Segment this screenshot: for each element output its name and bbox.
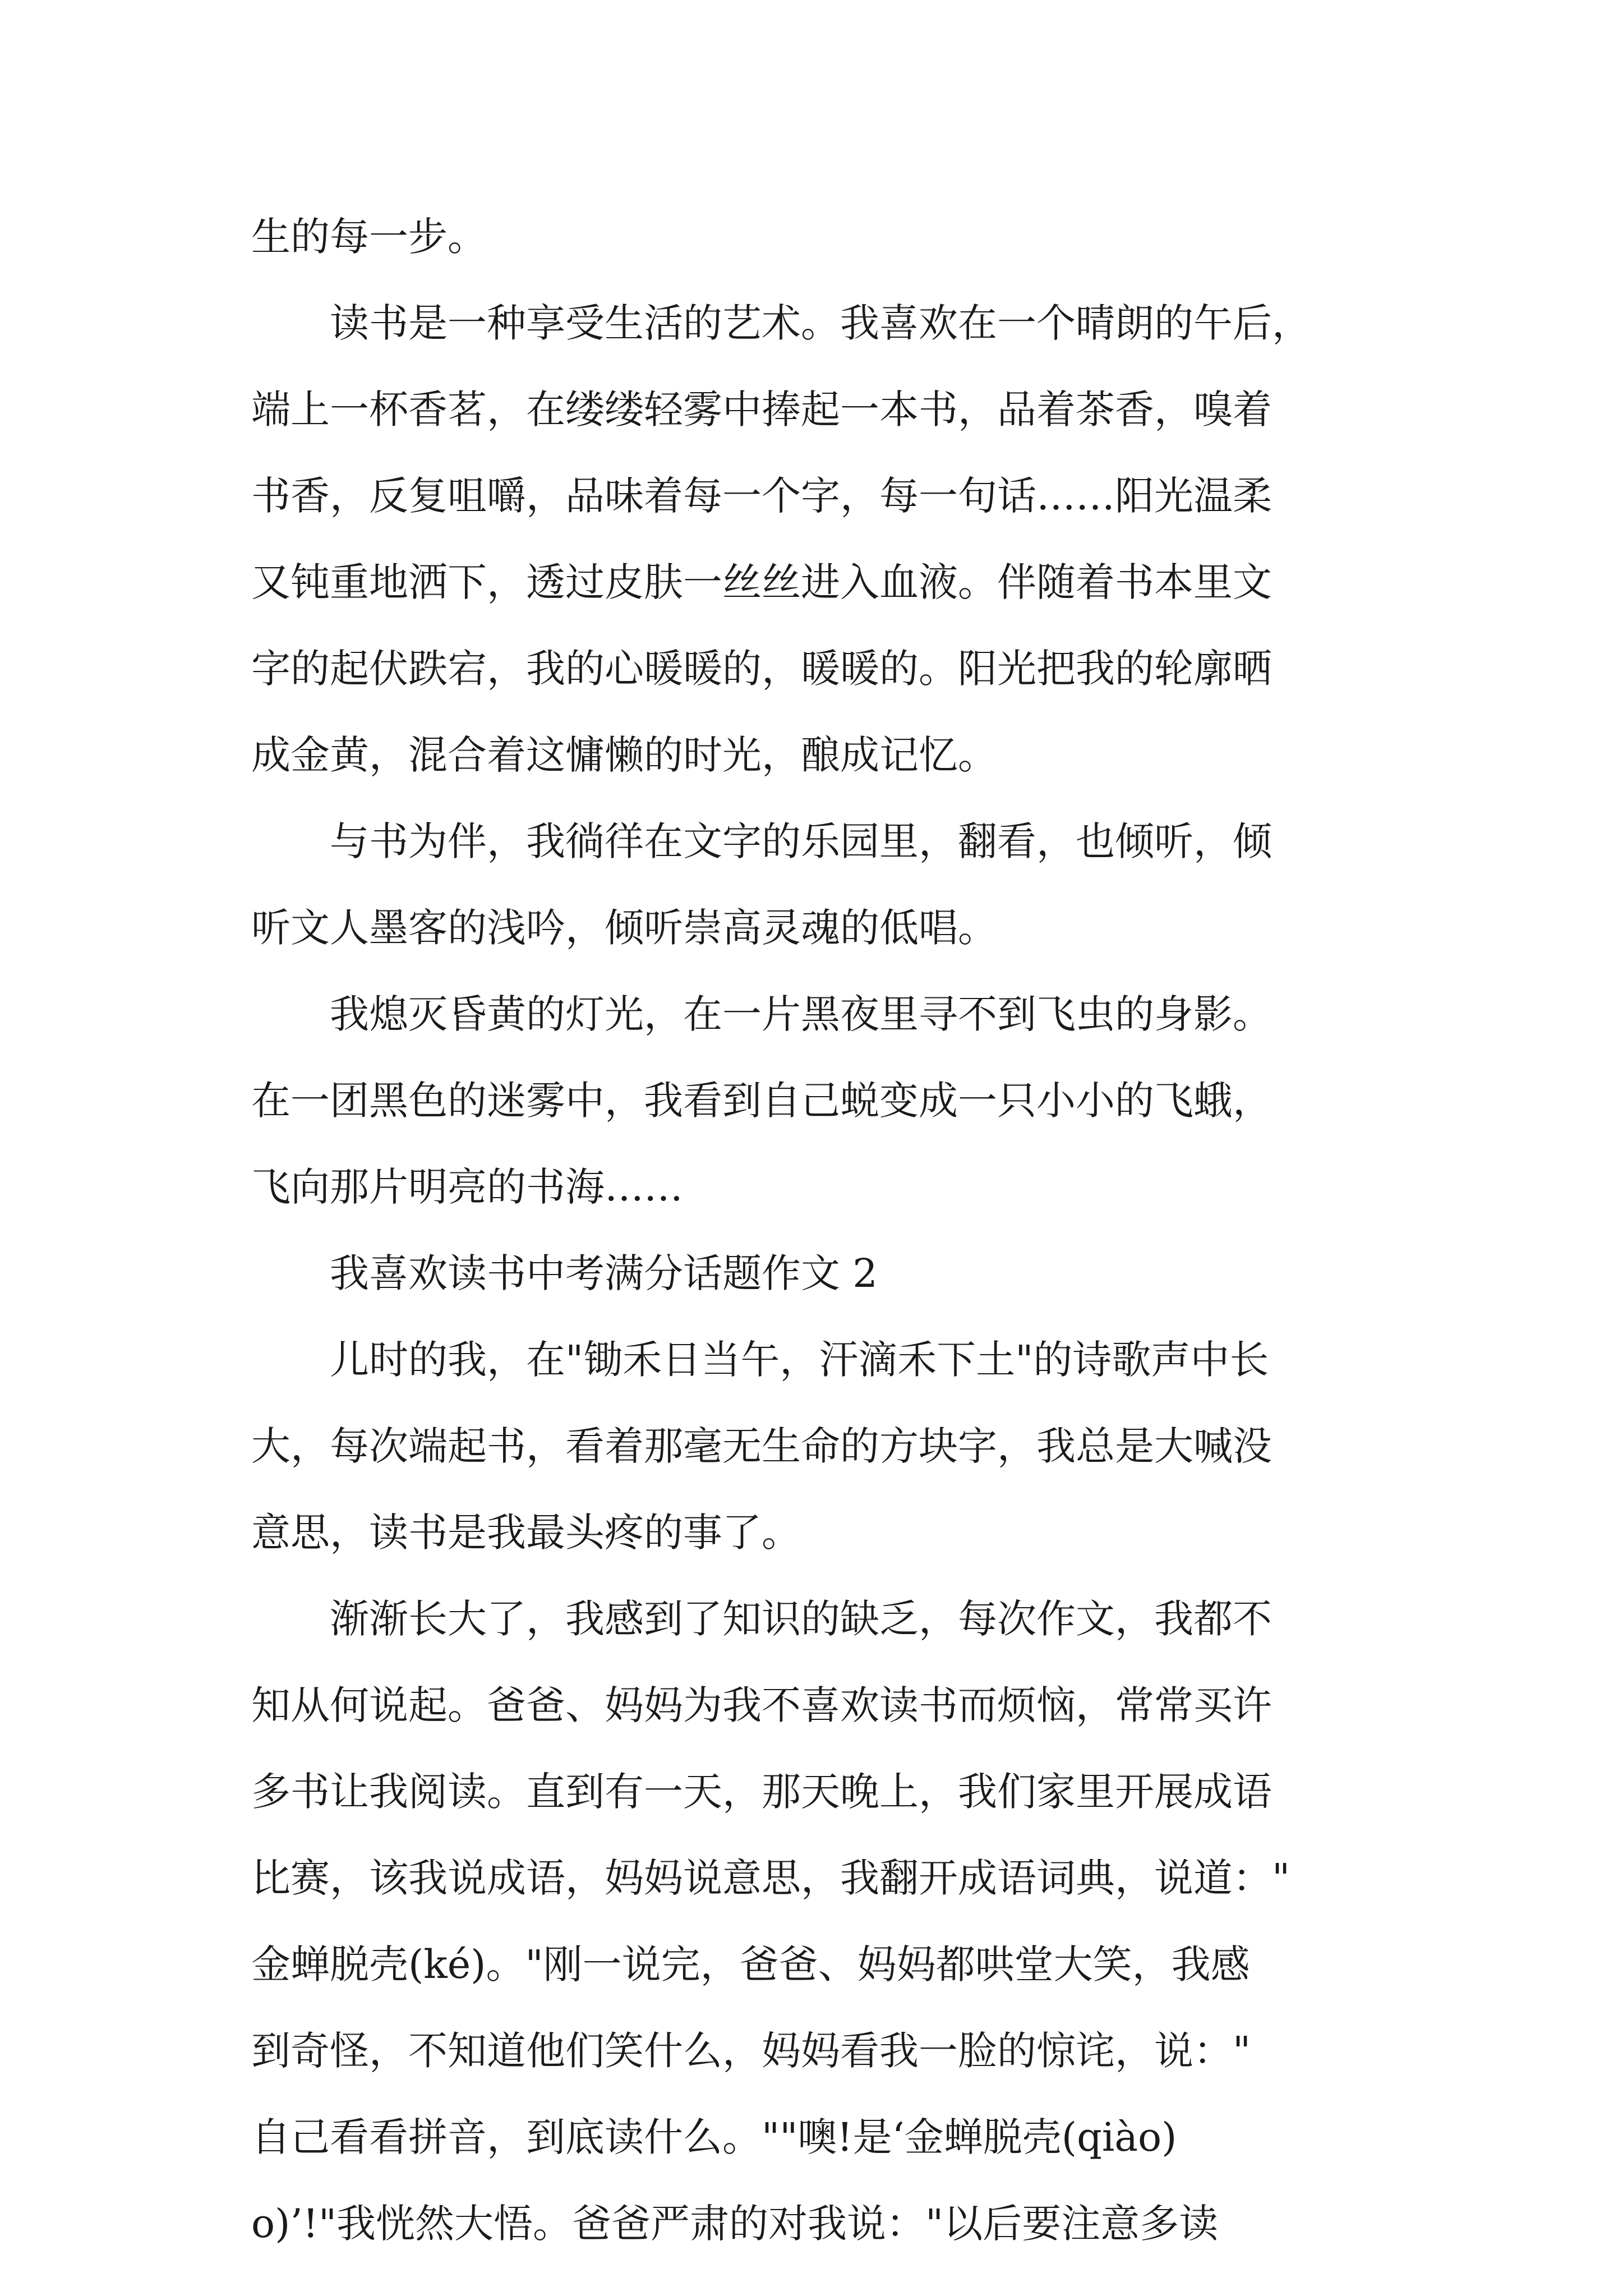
- text-line: 金蝉脱壳(ké)。"刚一说完，爸爸、妈妈都哄堂大笑，我感: [251, 1941, 1250, 1987]
- document-body: [251, 194, 1429, 2267]
- text-line: 我熄灭昏黄的灯光，在一片黑夜里寻不到飞虫的身影。: [251, 991, 1272, 1037]
- text-line: 飞向那片明亮的书海……: [251, 1164, 683, 1210]
- text-line: 与书为伴，我徜徉在文字的乐园里，翻看，也倾听，倾: [251, 818, 1272, 864]
- text-line: 端上一杯香茗，在缕缕轻雾中捧起一本书，品着茶香，嗅着: [251, 386, 1272, 432]
- text-line: 又钝重地洒下，透过皮肤一丝丝进入血液。伴随着书本里文: [251, 559, 1272, 605]
- text-line: 知从何说起。爸爸、妈妈为我不喜欢读书而烦恼，常常买许: [251, 1682, 1272, 1728]
- text-line: 自己看看拼音，到底读什么。""噢!是‘金蝉脱壳(qiào): [251, 2114, 1177, 2160]
- text-line: o)’!"我恍然大悟。爸爸严肃的对我说："以后要注意多读: [251, 2201, 1219, 2247]
- text-line: 生的每一步。: [251, 214, 487, 260]
- text-line: 字的起伏跌宕，我的心暖暖的，暖暖的。阳光把我的轮廓晒: [251, 646, 1272, 692]
- text-line: 书香，反复咀嚼，品味着每一个字，每一句话……阳光温柔: [251, 473, 1272, 519]
- text-line: 到奇怪，不知道他们笑什么，妈妈看我一脸的惊诧，说：": [251, 2028, 1251, 2074]
- text-line: 在一团黑色的迷雾中，我看到自己蜕变成一只小小的飞蛾，: [251, 1078, 1272, 1124]
- text-line: 成金黄，混合着这慵懒的时光，酿成记忆。: [251, 732, 997, 778]
- section-heading: 我喜欢读书中考满分话题作文 2: [251, 1250, 878, 1296]
- text-line: 大，每次端起书，看着那毫无生命的方块字，我总是大喊没: [251, 1423, 1272, 1469]
- text-line: 听文人墨客的浅吟，倾听崇高灵魂的低唱。: [251, 905, 997, 951]
- text-line: 意思，读书是我最头疼的事了。: [251, 1510, 801, 1556]
- text-line: 读书是一种享受生活的艺术。我喜欢在一个晴朗的午后，: [251, 300, 1311, 346]
- text-line: 儿时的我，在"锄禾日当午，汗滴禾下土"的诗歌声中长: [251, 1337, 1269, 1383]
- text-line: 多书让我阅读。直到有一天，那天晚上，我们家里开展成语: [251, 1769, 1272, 1815]
- text-line: 渐渐长大了，我感到了知识的缺乏，每次作文，我都不: [251, 1596, 1272, 1642]
- text-line: 比赛，该我说成语，妈妈说意思，我翻开成语词典，说道：": [251, 1855, 1290, 1901]
